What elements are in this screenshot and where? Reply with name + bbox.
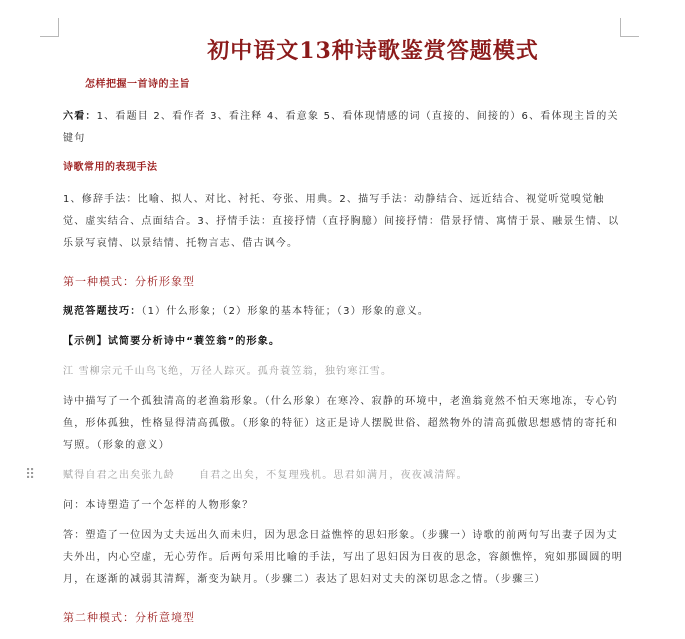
grasp-theme-heading: 怎样把握一首诗的主旨 — [85, 79, 190, 90]
mode1-heading: 第一种模式：分析形象型 — [63, 275, 195, 288]
techniques-heading: 诗歌常用的表现手法 — [63, 162, 158, 173]
mode1-question: 问：本诗塑造了一个怎样的人物形象？ — [63, 500, 254, 511]
mode1-answer1: 诗中描写了一个孤独清高的老渔翁形象。（什么形象）在寒冷、寂静的环境中，老渔翁竟然不怕天寒地冻，专心钓鱼，形体孤独，性格显得清高孤傲。（形象的特征）这正是诗人摆脱世俗、超然物外的清高孤傲思想感情的寄托和写照。（形象的意义） — [63, 396, 618, 451]
grasp-theme-text: 1、看题目 2、看作者 3、看注释 4、看意象 5、看体现情感的词（直接的、间接的）6、看体现主旨的关键句 — [63, 111, 619, 144]
mode1-poem2 — [63, 465, 623, 487]
mode1-poem1: 江 雪柳宗元千山鸟飞绝，万径人踪灭。孤舟蓑笠翁，独钓寒江雪。 — [63, 366, 393, 377]
mode1-example — [63, 331, 623, 353]
mode1-poem2-title: 赋得自君之出矣张九龄 — [63, 470, 175, 481]
mode1-poem2-body: 自君之出矣，不复理残机。思君如满月，夜夜减清辉。 — [199, 470, 468, 481]
page-title: 初中语文13种诗歌鉴赏答题模式 — [207, 38, 539, 64]
mode2-heading: 第二种模式：分析意境型 — [63, 611, 195, 624]
mode1-example-text: 试简要分析诗中“蓑笠翁”的形象。 — [107, 336, 281, 347]
crop-mark-top-left — [40, 18, 59, 37]
mode1-tips — [63, 301, 623, 323]
mode1-example-label: 【示例】 — [63, 336, 108, 347]
drag-handle-icon[interactable]: ⠿ — [25, 467, 35, 483]
grasp-theme-paragraph — [63, 106, 623, 150]
mode1-tips-text: （1）什么形象；（2）形象的基本特征；（3）形象的意义。 — [141, 306, 430, 317]
mode1-tips-label: 规范答题技巧： — [63, 306, 142, 317]
grasp-theme-label: 六看： — [63, 111, 97, 122]
mode1-answer2: 答：塑造了一位因为丈夫远出久而未归，因为思念日益憔悴的思妇形象。（步骤一）诗歌的前两句写出妻子因为丈夫外出，内心空虚，无心劳作。后两句采用比喻的手法，写出了思妇因为日夜的思念，容颜憔悴，宛如那圆圆的明月，在逐渐的减弱其清辉，渐变为缺月。（步骤二）表达了思妇对丈夫的深切思念之情。（步骤三） — [63, 530, 623, 585]
document-page — [63, 34, 623, 625]
techniques-paragraph: 1、修辞手法：比喻、拟人、对比、衬托、夸张、用典。2、描写手法：动静结合、远近结合、视觉听觉嗅觉触觉、虚实结合、点面结合。3、抒情手法：直接抒情（直抒胸臆）间接抒情：借景抒情、寓情于景、融景生情、以乐景写哀情、以景结情、托物言志、借古讽今。 — [63, 194, 620, 249]
